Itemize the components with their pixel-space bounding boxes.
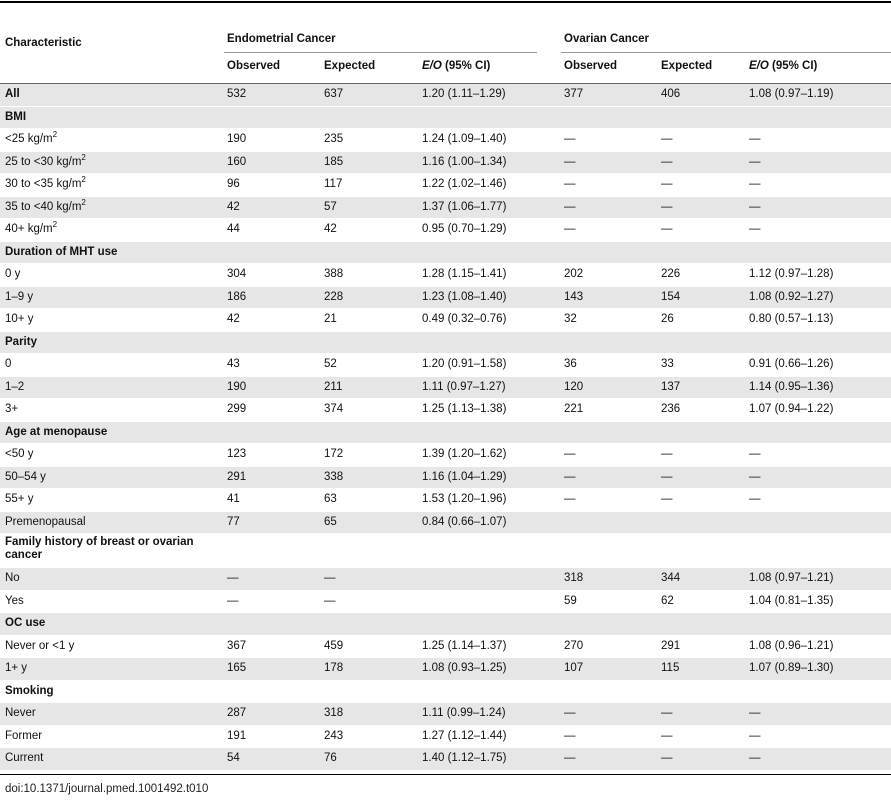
cell-endo-observed: 367 [227,639,247,652]
cell-ovarian-observed: — [564,155,576,168]
cell-ovarian-expected: 137 [661,380,681,393]
table-row [0,219,891,242]
row-label [5,197,86,213]
row-label [5,640,74,652]
table-row [0,399,891,422]
cell-ovarian-expected: 226 [661,268,681,280]
table-row [0,377,891,400]
cell-endo-expected: 178 [324,662,344,674]
cell-endo-expected: 63 [324,493,337,505]
unit-superscript: 2 [81,152,86,162]
table-section-row [0,242,891,265]
cell-ovarian-observed: 202 [564,268,584,280]
row-label-text: 50–54 y [5,470,46,483]
row-label-text: Former [5,729,43,742]
cell-ovarian-eo-ci: — [749,223,761,235]
table-row [0,197,891,220]
cell-endo-eo-ci: 1.27 (1.12–1.44) [422,729,507,742]
cell-ovarian-eo-ci: — [749,133,761,145]
cell-endo-observed: 190 [227,380,247,393]
cell-endo-observed: 42 [227,313,240,325]
unit-superscript: 2 [52,130,58,140]
table-row [0,726,891,749]
cell-ovarian-observed: 36 [564,358,577,370]
cell-ovarian-observed: — [564,200,576,213]
cell-endo-expected: 338 [324,470,344,483]
table-header-groups [0,29,891,53]
cell-ovarian-eo-ci: 0.80 (0.57–1.13) [749,313,834,325]
row-label-text: Duration of MHT use [5,245,118,258]
cell-endo-expected: 42 [324,223,337,235]
cell-ovarian-observed: 59 [564,594,577,607]
table-row [0,354,891,377]
cell-endo-expected: — [324,594,336,607]
unit-superscript: 2 [81,197,86,207]
cell-endo-expected: 65 [324,515,337,528]
cell-endo-expected: — [324,572,336,584]
cell-ovarian-eo-ci: — [749,155,761,168]
cell-endo-expected: 211 [324,380,343,393]
row-label [5,595,24,607]
cell-ovarian-expected: — [661,493,673,505]
cell-ovarian-observed: 143 [564,290,584,303]
row-label-text: 30 to <35 kg/m [5,178,82,190]
header-group-ovarian: Ovarian Cancer [564,33,650,45]
row-label-text: 3+ [5,403,19,415]
cell-endo-eo-ci: 1.40 (1.12–1.75) [422,752,507,764]
cell-ovarian-eo-ci: 1.08 (0.96–1.21) [749,639,834,652]
cell-endo-eo-ci: 1.39 (1.20–1.62) [422,448,507,460]
cell-endo-eo-ci: 1.11 (0.97–1.27) [422,380,506,393]
row-label [5,313,33,325]
cell-endo-expected: 76 [324,752,337,764]
cell-ovarian-observed: — [564,470,576,483]
row-label-text: Yes [5,594,24,607]
cell-ovarian-eo-ci: — [749,707,761,719]
cell-ovarian-expected: — [661,752,673,764]
cell-endo-observed: 191 [227,729,247,742]
cell-endo-observed: 190 [227,133,247,145]
cell-ovarian-expected: — [661,707,673,719]
cell-ovarian-expected: 406 [661,88,681,100]
cell-ovarian-observed: 107 [564,662,584,674]
cell-ovarian-observed: — [564,223,576,235]
table-section-row [0,613,891,636]
cell-endo-observed: 299 [227,403,247,415]
row-label [5,426,107,438]
cell-endo-observed: 44 [227,223,240,235]
row-label-text: 25 to <30 kg/m [5,155,82,168]
cell-endo-expected: 185 [324,155,344,168]
table-row [0,287,891,310]
cell-endo-observed: 304 [227,268,247,280]
cell-ovarian-eo-ci: 0.91 (0.66–1.26) [749,358,834,370]
header-observed-ovarian: Observed [564,60,618,72]
row-label [5,336,37,348]
row-label-text: 55+ y [5,493,34,505]
cell-endo-observed: — [227,594,239,607]
cell-ovarian-observed: — [564,448,576,460]
table-row [0,636,891,659]
table-section-row [0,84,891,107]
row-label-text: 0 [5,358,12,370]
cell-ovarian-eo-ci: — [749,178,761,190]
cell-ovarian-expected: — [661,133,673,145]
cell-ovarian-expected: 154 [661,290,681,303]
table-row [0,467,891,490]
table-row [0,489,891,512]
cell-endo-observed: 43 [227,358,240,370]
cell-endo-expected: 243 [324,729,344,742]
row-label-text: Current [5,752,44,764]
header-expected-ovarian: Expected [661,60,713,72]
cell-endo-eo-ci: 1.22 (1.02–1.46) [422,178,507,190]
cell-ovarian-eo-ci: 1.08 (0.92–1.27) [749,290,834,303]
cell-endo-observed: — [227,572,239,584]
cell-endo-expected: 52 [324,358,337,370]
table-row [0,129,891,152]
cell-endo-observed: 42 [227,200,240,213]
cell-endo-eo-ci: 1.20 (1.11–1.29) [422,88,506,100]
cell-endo-expected: 172 [324,448,344,460]
cell-ovarian-eo-ci: 1.08 (0.97–1.21) [749,572,834,584]
cell-endo-eo-ci: 1.20 (0.91–1.58) [422,358,507,370]
cell-endo-eo-ci: 0.49 (0.32–0.76) [422,313,507,325]
table-row [0,748,891,771]
cell-endo-observed: 123 [227,448,247,460]
row-label [5,448,33,460]
table-header-subcolumns [0,53,891,84]
cell-endo-observed: 77 [227,515,240,528]
row-label-text: 40+ kg/m [5,223,53,235]
row-label-text: BMI [5,110,27,123]
cell-endo-eo-ci: 1.53 (1.20–1.96) [422,493,507,505]
table-row [0,152,891,175]
cell-endo-observed: 165 [227,662,247,674]
row-label [5,730,42,742]
header-characteristic: Characteristic [5,37,82,49]
row-label [5,381,24,393]
cell-ovarian-expected: 26 [661,313,674,325]
row-label [5,175,86,190]
cell-endo-observed: 54 [227,752,240,764]
cell-endo-eo-ci: 1.08 (0.93–1.25) [422,662,507,674]
cell-ovarian-eo-ci: — [749,448,761,460]
table-row [0,568,891,591]
cell-endo-eo-ci: 1.11 (0.99–1.24) [422,707,506,719]
cell-ovarian-eo-ci: — [749,752,761,764]
header-expected-endometrial: Expected [324,60,376,72]
row-label [5,246,117,258]
row-label [5,752,43,764]
cell-ovarian-expected: 115 [661,662,680,674]
row-label-text: 1+ y [5,662,28,674]
row-label-text: Premenopausal [5,515,86,528]
header-group-endometrial: Endometrial Cancer [227,33,336,45]
cell-endo-eo-ci: 1.16 (1.00–1.34) [422,155,507,168]
cell-endo-expected: 318 [324,707,344,719]
row-label [5,152,86,168]
cell-endo-expected: 57 [324,200,337,213]
row-label-text: All [5,88,20,100]
row-label-text: 1–9 y [5,290,34,303]
cell-endo-eo-ci: 1.16 (1.04–1.29) [422,470,507,483]
row-label-text: Parity [5,335,37,348]
cell-ovarian-expected: 344 [661,572,681,584]
row-label-text: <50 y [5,448,34,460]
table-row [0,264,891,287]
row-label [5,111,26,123]
row-label-text: 10+ y [5,313,34,325]
row-label-text: Smoking [5,684,54,697]
cell-ovarian-observed: 270 [564,639,584,652]
table-row [0,512,891,535]
cell-ovarian-eo-ci: 1.07 (0.94–1.22) [749,403,834,415]
row-label-text: OC use [5,617,46,629]
cell-ovarian-eo-ci: 1.14 (0.95–1.36) [749,380,834,393]
cell-endo-expected: 459 [324,639,344,652]
cell-ovarian-expected: — [661,470,673,483]
cell-ovarian-expected: 291 [661,639,681,652]
cell-ovarian-eo-ci: 1.12 (0.97–1.28) [749,268,834,280]
cell-ovarian-observed: — [564,752,576,764]
cell-endo-eo-ci: 1.23 (1.08–1.40) [422,290,507,303]
row-label [5,268,20,280]
cell-ovarian-eo-ci: — [749,470,761,483]
cell-endo-observed: 96 [227,178,240,190]
cell-endo-expected: 637 [324,88,344,100]
row-label [5,516,86,528]
table-row [0,444,891,467]
row-label-text: Never or <1 y [5,639,75,652]
cell-ovarian-expected: 236 [661,403,681,415]
row-label [5,291,33,303]
cell-ovarian-expected: — [661,178,673,190]
cell-endo-eo-ci: 1.25 (1.14–1.37) [422,639,507,652]
table-section-row [0,681,891,704]
cell-ovarian-observed: 318 [564,572,584,584]
row-label [5,88,20,100]
cell-endo-eo-ci: 1.25 (1.13–1.38) [422,403,507,415]
table-row [0,174,891,197]
cell-ovarian-eo-ci: 1.04 (0.81–1.35) [749,594,834,607]
row-label [5,572,20,584]
header-eo-endometrial: E/O (95% CI) [422,60,491,72]
cell-endo-observed: 41 [227,493,240,505]
cell-ovarian-observed: 32 [564,313,577,325]
row-label-text: 1–2 [5,380,25,393]
cell-ovarian-observed: — [564,707,576,719]
table-doi-caption: doi:10.1371/journal.pmed.1001492.t010 [5,783,209,795]
row-label-text: Never [5,707,36,719]
table-top-rule [0,1,891,3]
table-section-row [0,332,891,355]
cell-endo-expected: 228 [324,290,344,303]
cell-ovarian-observed: 120 [564,380,584,393]
cell-endo-observed: 186 [227,290,247,303]
cell-ovarian-observed: — [564,493,576,505]
cell-ovarian-observed: 377 [564,88,584,100]
header-observed-endometrial: Observed [227,60,281,72]
cell-endo-eo-ci: 1.28 (1.15–1.41) [422,268,507,280]
cell-ovarian-eo-ci: 1.07 (0.89–1.30) [749,662,834,674]
cell-ovarian-eo-ci: — [749,200,761,213]
cell-ovarian-eo-ci: — [749,729,761,742]
cell-endo-expected: 117 [324,178,343,190]
table-bottom-rule [0,774,891,775]
cell-endo-observed: 287 [227,707,247,719]
cell-ovarian-observed: — [564,133,576,145]
row-label [5,358,11,370]
row-label [5,685,54,697]
cell-ovarian-observed: 221 [564,403,584,415]
cell-ovarian-expected: — [661,729,673,742]
cell-endo-expected: 21 [324,313,337,325]
cell-ovarian-expected: 62 [661,594,674,607]
cell-ovarian-expected: 33 [661,358,674,370]
table-row [0,658,891,681]
row-label [5,536,220,562]
row-label [5,220,58,235]
cell-endo-eo-ci: 0.95 (0.70–1.29) [422,223,507,235]
row-label [5,707,36,719]
row-label-text: 35 to <40 kg/m [5,200,82,213]
cell-endo-eo-ci: 0.84 (0.66–1.07) [422,515,507,528]
cell-endo-observed: 160 [227,155,247,168]
unit-superscript: 2 [81,175,86,185]
table-section-row [0,107,891,130]
row-label-text: Family history of breast or ovarian cancer [5,536,194,561]
cell-endo-eo-ci: 1.37 (1.06–1.77) [422,200,507,213]
cell-endo-expected: 388 [324,268,344,280]
cell-endo-expected: 374 [324,403,344,415]
header-eo-ovarian: E/O (95% CI) [749,60,818,72]
row-label-text: Age at menopause [5,425,108,438]
cell-ovarian-expected: — [661,448,673,460]
cell-ovarian-observed: — [564,178,576,190]
row-label-text: <25 kg/m [5,133,53,145]
table-row [0,591,891,614]
table-section-row [0,422,891,445]
cell-endo-expected: 235 [324,133,344,145]
row-label-text: No [5,572,20,584]
row-label [5,130,58,145]
row-label [5,493,33,505]
cell-endo-eo-ci: 1.24 (1.09–1.40) [422,133,507,145]
unit-superscript: 2 [52,220,58,230]
cell-ovarian-eo-ci: 1.08 (0.97–1.19) [749,88,834,100]
cell-ovarian-eo-ci: — [749,493,761,505]
cell-ovarian-expected: — [661,223,673,235]
row-label [5,617,45,629]
row-label [5,403,18,415]
cell-ovarian-expected: — [661,155,673,168]
cell-ovarian-observed: — [564,729,576,742]
row-label [5,471,46,483]
table-row [0,309,891,332]
table-body [0,84,891,771]
table-row [0,703,891,726]
cell-endo-observed: 291 [227,470,247,483]
table-section-row [0,534,891,568]
cell-endo-observed: 532 [227,88,247,100]
row-label-text: 0 y [5,268,21,280]
cell-ovarian-expected: — [661,200,673,213]
row-label [5,662,27,674]
